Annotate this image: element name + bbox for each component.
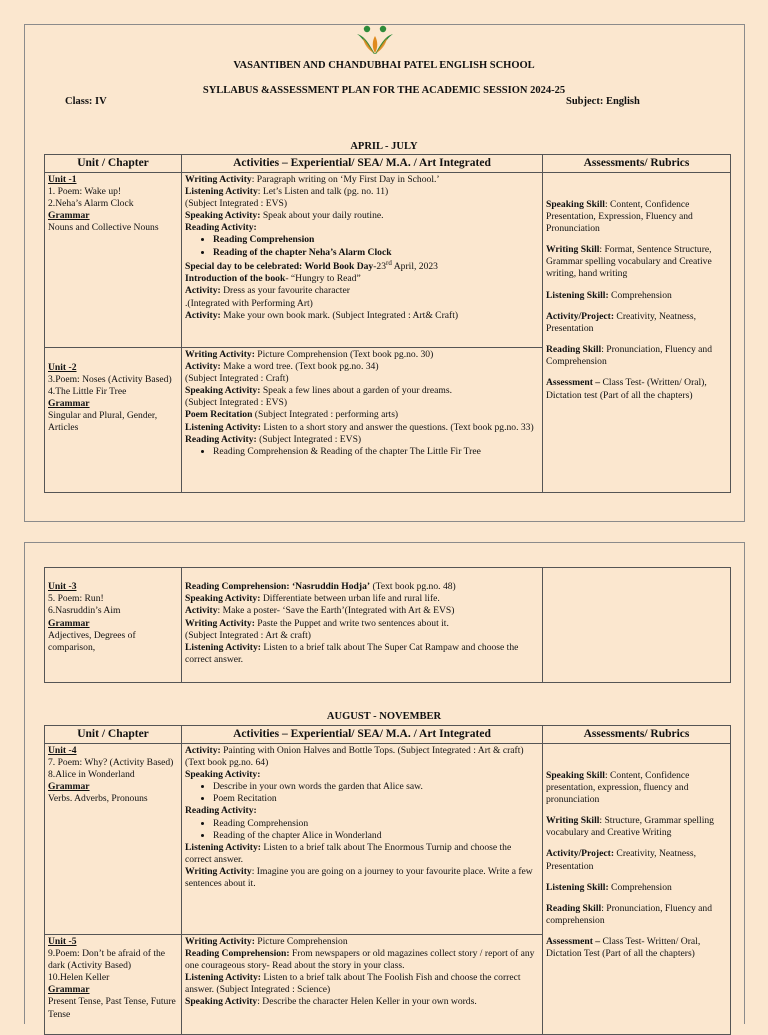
grammar-topics: Present Tense, Past Tense, Future Tense — [48, 996, 176, 1020]
activities-cell — [182, 172, 543, 347]
text: Make a word tree. (Text book pg.no. 34) — [220, 360, 379, 372]
school-logo-icon — [355, 24, 395, 56]
bullet-item: • Reading of the chapter Alice in Wonderland — [213, 830, 539, 842]
header-activities: Activities – Experiential/ SEA/ M.A. / Art Integrated — [182, 155, 543, 173]
text: : Format, Sentence Structure, Grammar spelling vocabulary and Creative writing, hand writing — [546, 244, 712, 280]
activity-line — [185, 972, 539, 996]
text: Class Test- Written/ Oral, Dictation Test (Part of all the chapters) — [546, 936, 701, 960]
text: Writing Skill — [546, 815, 600, 827]
text: (Subject Integrated : performing arts) — [252, 409, 399, 421]
text: -23 — [373, 260, 387, 272]
text: : Paragraph writing on ‘My First Day in School.’ — [251, 173, 440, 185]
chapter-line: 10.Helen Keller — [48, 972, 110, 984]
activities-cell — [182, 568, 543, 683]
grammar-topics: Singular and Plural, Gender, Articles — [48, 410, 158, 434]
subject-label: Subject: English — [566, 96, 640, 107]
text: : Describe the character Helen Keller in your own words. — [257, 996, 477, 1008]
text: Speak a few lines about a garden of your dreams. — [260, 385, 452, 397]
unit-cell — [45, 172, 182, 347]
activity-line — [185, 618, 539, 630]
text: Creativity, Neatness, Presentation — [546, 310, 696, 334]
text: Speaking Activity: — [185, 593, 261, 605]
activity-line — [185, 434, 539, 446]
chapter-line: 9.Poem: Don’t be afraid of the dark (Activity Based) — [48, 947, 166, 971]
unit-cell — [45, 347, 182, 492]
syllabus-table-term2 — [44, 725, 731, 1035]
activities-cell — [182, 934, 543, 1034]
text: Listening Activity: — [185, 421, 261, 433]
grammar-label: Grammar — [48, 984, 90, 996]
text: Listen to a short story and answer the questions. (Text book pg.no. 33) — [260, 421, 534, 433]
grammar-topics: Verbs. Adverbs, Pronouns — [48, 793, 148, 805]
bullet-item: • Describe in your own words the garden that Alice saw. — [213, 781, 539, 793]
text: Speak about your daily routine. — [260, 210, 384, 222]
activity-line — [185, 174, 539, 186]
activity-line — [185, 222, 539, 234]
activity-line: (Subject Integrated : EVS) — [185, 197, 288, 209]
text: Reading Activity: — [185, 433, 257, 445]
header-unit: Unit / Chapter — [45, 155, 182, 173]
grammar-topics: Nouns and Collective Nouns — [48, 222, 159, 234]
text: Make your own book mark. (Subject Integrated : Art& Craft) — [220, 309, 459, 321]
activity-line — [185, 210, 539, 222]
unit-title: Unit -1 — [48, 173, 77, 185]
header-unit: Unit / Chapter — [45, 726, 182, 744]
chapter-line: 5. Poem: Run! — [48, 593, 104, 605]
activity-line — [185, 349, 539, 361]
text: Writing Activity — [185, 173, 252, 185]
text: Listening Skill: — [546, 289, 609, 301]
text: Reading Skill — [546, 344, 602, 356]
term-title: APRIL - JULY — [350, 141, 418, 152]
chapter-line: 4.The Little Fir Tree — [48, 385, 127, 397]
activity-line — [185, 186, 539, 198]
header-assessments: Assessments/ Rubrics — [543, 155, 731, 173]
text: (Text book pg.no. 48) — [370, 581, 456, 592]
chapter-line: 1. Poem: Wake up! — [48, 185, 122, 197]
activity-line — [185, 936, 539, 948]
text: Listen to a brief talk about The Super Cat Rampaw and choose the correct answer. — [185, 641, 519, 666]
text: Speaking Activity: — [185, 210, 261, 222]
text: Activity/Project: — [546, 848, 615, 860]
text: Listening Activity — [185, 185, 258, 197]
activity-line — [185, 259, 539, 273]
text: : Content, Confidence Presentation, Expression, Fluency and Pronunciation — [546, 198, 693, 234]
text: Listen to a brief talk about The Enormous Turnip and choose the correct answer. — [185, 841, 512, 866]
text: : Pronunciation, Fluency and comprehension — [546, 902, 713, 927]
school-name: VASANTIBEN AND CHANDUBHAI PATEL ENGLISH SCHOOL — [233, 60, 535, 71]
bullet-item: • Reading Comprehension — [213, 818, 539, 830]
activity-line — [185, 593, 539, 605]
text: Activity: — [185, 744, 221, 756]
chapter-line: 8.Alice in Wonderland — [48, 768, 135, 780]
text: Assessment – — [546, 936, 601, 948]
activity-line — [185, 310, 539, 322]
term-title: AUGUST - NOVEMBER — [326, 711, 442, 722]
chapter-line: 7. Poem: Why? (Activity Based) — [48, 756, 174, 768]
text: rd — [386, 258, 392, 267]
text: Speaking Activity — [185, 996, 258, 1008]
text: Class Test- (Written/ Oral), Dictation test (Part of all the chapters) — [546, 377, 707, 401]
text: : Pronunciation, Fluency and Comprehension — [546, 344, 713, 368]
text: Creativity, Neatness, Presentation — [546, 848, 696, 872]
unit-title: Unit -5 — [48, 935, 77, 947]
bullet-list — [185, 234, 539, 258]
text: Listening Activity: — [185, 972, 261, 984]
bullet-list — [185, 818, 539, 842]
text: Speaking Activity: — [185, 768, 261, 780]
text: Writing Activity: — [185, 617, 255, 629]
activity-line — [185, 422, 539, 434]
text: Dress as your favourite character — [220, 285, 350, 297]
activity-line — [185, 285, 539, 297]
text: Writing Skill — [546, 244, 600, 256]
activity-line — [185, 273, 539, 285]
activity-line — [185, 805, 539, 817]
activity-line — [185, 385, 539, 397]
text: Special day to be celebrated: World Book Day — [185, 260, 374, 272]
text: Introduction of the book — [185, 273, 286, 285]
activity-line: (Subject Integrated : EVS) — [185, 397, 288, 409]
bullet-list — [185, 446, 539, 458]
activity-line — [185, 948, 539, 972]
text: Listening Skill: — [546, 881, 609, 893]
text: : Content, Confidence presentation, expression, fluency and pronunciation — [546, 769, 690, 805]
chapter-line: 2.Neha’s Alarm Clock — [48, 197, 134, 209]
activity-line — [185, 361, 539, 373]
unit-title: Unit -4 — [48, 744, 77, 756]
assessment-cell-empty — [543, 568, 731, 683]
text: Reading Skill — [546, 902, 602, 914]
assessment-cell — [543, 743, 731, 1034]
activity-line — [185, 996, 539, 1008]
activity-line: (Subject Integrated : Art & craft) — [185, 629, 312, 641]
activity-line — [185, 409, 539, 421]
text: Assessment – — [546, 377, 601, 389]
text: Writing Activity — [185, 866, 252, 878]
text: : Let’s Listen and talk (pg. no. 11) — [257, 185, 389, 197]
text: Speaking Activity: — [185, 385, 261, 397]
text: Comprehension — [608, 881, 672, 893]
activities-cell — [182, 743, 543, 934]
unit-cell — [45, 568, 182, 683]
text: Reading Activity: — [185, 805, 257, 817]
text: Writing Activity: — [185, 348, 255, 360]
text: Comprehension — [608, 289, 672, 301]
text: (Subject Integrated : EVS) — [256, 433, 362, 445]
activity-line: (Text book pg.no. 64) — [185, 756, 269, 768]
text: Poem Recitation — [185, 409, 253, 421]
bullet-item: • Reading Comprehension & Reading of the chapter The Little Fir Tree — [213, 446, 539, 458]
plan-title: SYLLABUS &ASSESSMENT PLAN FOR THE ACADEMIC SESSION 2024-25 — [202, 85, 566, 96]
syllabus-table-term1 — [44, 154, 731, 493]
class-label: Class: IV — [65, 96, 107, 107]
text: Writing Activity: — [185, 935, 255, 947]
activity-line — [185, 866, 539, 890]
unit-cell — [45, 934, 182, 1034]
text: Activity — [185, 605, 218, 617]
text: Picture Comprehension (Text book pg.no. 30) — [254, 348, 434, 360]
activities-cell — [182, 347, 543, 492]
text: - “Hungry to Read” — [285, 273, 361, 285]
header-assessments: Assessments/ Rubrics — [543, 726, 731, 744]
bullet-list — [185, 781, 539, 805]
grammar-label: Grammar — [48, 398, 90, 410]
activity-line — [185, 605, 539, 617]
text: Picture Comprehension — [254, 935, 348, 947]
syllabus-table-unit3 — [44, 567, 731, 683]
unit-title: Unit -3 — [48, 581, 77, 592]
text: Listening Activity: — [185, 841, 261, 853]
text: Reading Comprehension: — [185, 947, 290, 959]
text: Painting with Onion Halves and Bottle Tops. (Subject Integrated : Art & craft) — [220, 744, 524, 756]
text: Activity: — [185, 285, 221, 297]
activity-line: (Subject Integrated : Craft) — [185, 372, 289, 384]
bullet-item: Reading Comprehension — [213, 234, 315, 246]
activity-line — [185, 745, 539, 757]
activity-line — [185, 642, 539, 666]
text: Paste the Puppet and write two sentences about it. — [254, 617, 449, 629]
chapter-line: 6.Nasruddin’s Aim — [48, 605, 121, 617]
text: Speaking Skill — [546, 769, 605, 781]
text: Listening Activity: — [185, 641, 261, 653]
text: Reading Activity: — [185, 222, 257, 234]
text: Activity/Project: — [546, 310, 615, 322]
bullet-item: • Poem Recitation — [213, 793, 539, 805]
activity-line — [185, 769, 539, 781]
text: Speaking Skill — [546, 198, 605, 210]
grammar-label: Grammar — [48, 617, 90, 629]
header-activities: Activities – Experiential/ SEA/ M.A. / Art Integrated — [182, 726, 543, 744]
activity-line — [185, 581, 539, 593]
chapter-line: 3.Poem: Noses (Activity Based) — [48, 373, 172, 385]
text: : Make a poster- ‘Save the Earth’(Integrated with Art & EVS) — [217, 605, 455, 617]
text: Differentiate between urban life and rural life. — [260, 593, 440, 605]
text: Listen to a brief talk about The Foolish Fish and choose the correct answer. (Subject Integrated : Science) — [185, 972, 521, 996]
unit-cell — [45, 743, 182, 934]
text: : Structure, Grammar spelling vocabulary and Creative Writing — [546, 815, 714, 839]
grammar-label: Grammar — [48, 210, 90, 222]
activity-line — [185, 842, 539, 866]
text: Reading Comprehension: ‘Nasruddin Hodja’ — [185, 581, 371, 592]
text: Activity: — [185, 360, 221, 372]
text: Activity: — [185, 309, 221, 321]
grammar-label: Grammar — [48, 781, 90, 793]
grammar-topics: Adjectives, Degrees of comparison, — [48, 629, 136, 653]
text: : Imagine you are going on a journey to your favourite place. Write a few sentences about it. — [185, 866, 533, 890]
bullet-item: Reading of the chapter Neha’s Alarm Clock — [213, 246, 392, 258]
text: April, 2023 — [391, 260, 438, 272]
activity-line: .(Integrated with Performing Art) — [185, 297, 313, 309]
unit-title: Unit -2 — [48, 361, 77, 373]
text: From newspapers or old magazines collect story / report of any one courageous story- Read about the story in your class. — [185, 947, 535, 971]
assessment-cell — [543, 172, 731, 492]
